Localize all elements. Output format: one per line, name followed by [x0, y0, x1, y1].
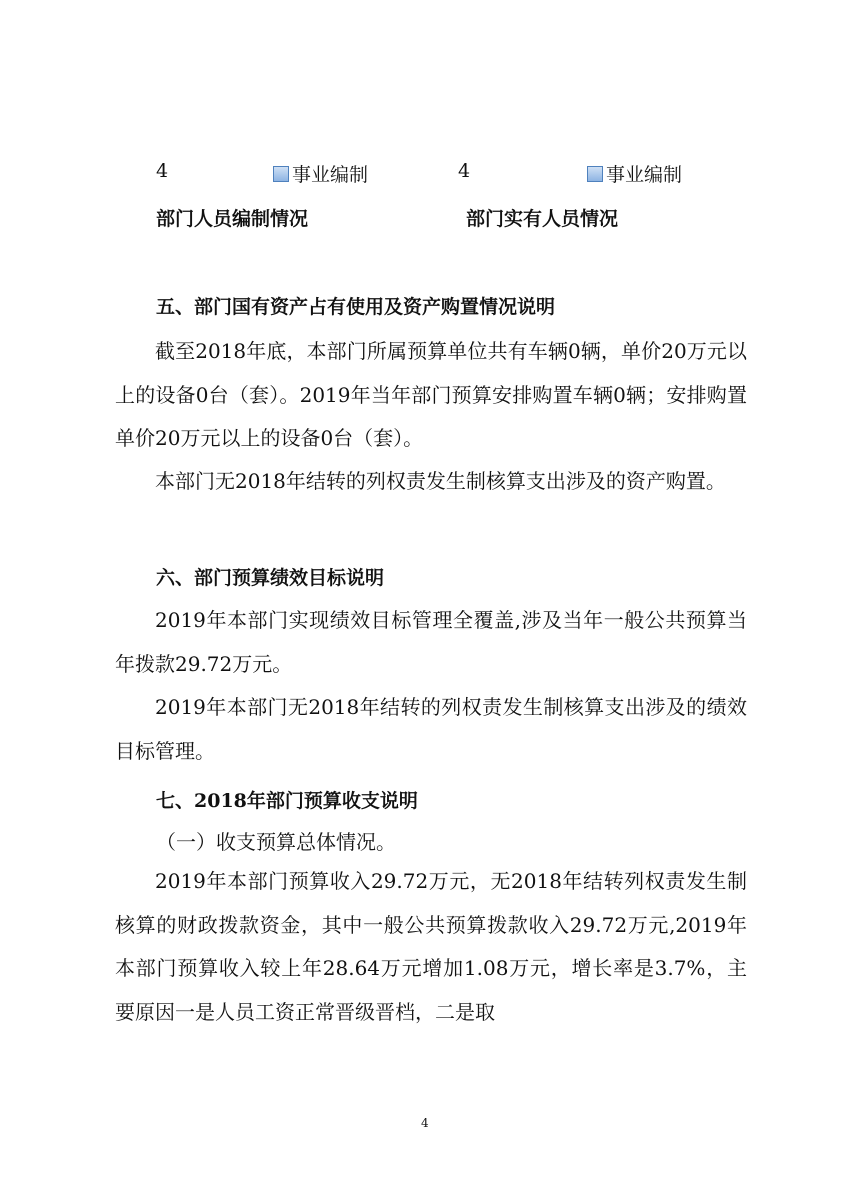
sub-heading-overview: （一）收支预算总体情况。: [156, 830, 396, 854]
chart-right-value: 4: [458, 160, 471, 182]
legend-swatch: [273, 166, 289, 182]
legend-swatch: [587, 166, 603, 182]
paragraph-performance-coverage: 2019年本部门实现绩效目标管理全覆盖,涉及当年一般公共预算当年拨款29.72万元。: [115, 608, 747, 676]
section-heading-assets: 五、部门国有资产占有使用及资产购置情况说明: [156, 296, 556, 318]
paragraph-assets-vehicles: 截至2018年底，本部门所属预算单位共有车辆0辆，单价20万元以上的设备0台（套）。2019年当年部门预算安排购置车辆0辆；安排购置单价20万元以上的设备0台（套）。: [115, 339, 747, 450]
section-heading-budget: 七、2018年部门预算收支说明: [156, 790, 418, 812]
chart-left-legend: [273, 160, 368, 187]
chart-left-caption: 部门人员编制情况: [156, 208, 309, 230]
paragraph-budget-overview: 2019年本部门预算收入29.72万元，无2018年结转列权责发生制核算的财政拨款资金，其中一般公共预算拨款收入29.72万元,2019年本部门预算收入较上年28.64万元增加1.08万元，增长率是3.7%，主要原因一是人员工资正常晋级晋档，二是取: [115, 869, 747, 1024]
legend-label: 事业编制: [292, 164, 369, 186]
page-number: 4: [421, 1116, 429, 1130]
legend-label: 事业编制: [606, 164, 683, 186]
chart-left-value: 4: [156, 160, 169, 182]
section-heading-performance: 六、部门预算绩效目标说明: [156, 567, 385, 589]
chart-right-legend: [587, 160, 682, 187]
paragraph-assets-carryover: 本部门无2018年结转的列权责发生制核算支出涉及的资产购置。: [155, 469, 726, 493]
chart-right-caption: 部门实有人员情况: [466, 208, 619, 230]
paragraph-performance-carryover: 2019年本部门无2018年结转的列权责发生制核算支出涉及的绩效目标管理。: [115, 695, 747, 763]
